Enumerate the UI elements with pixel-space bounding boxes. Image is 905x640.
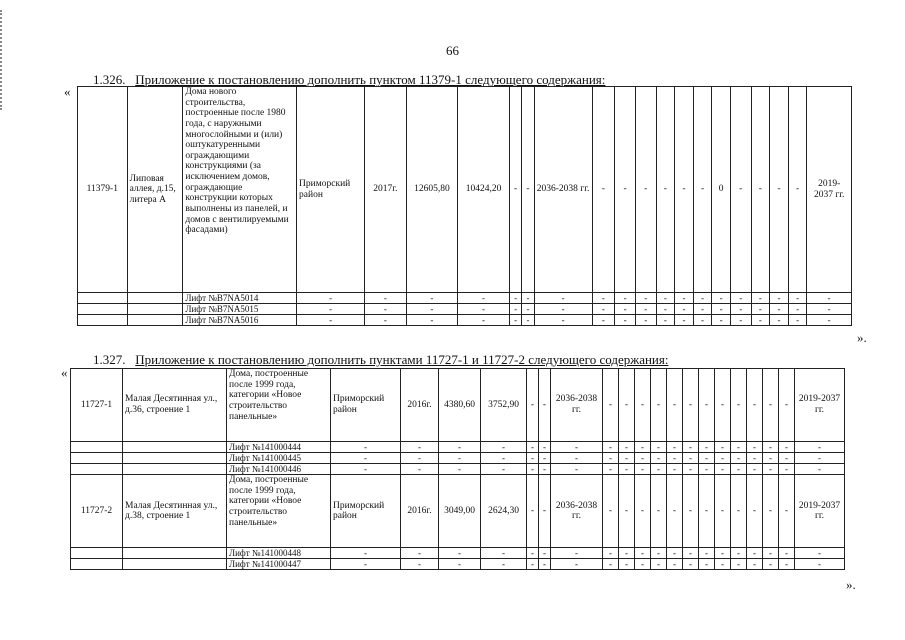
table-cell: -: [481, 442, 527, 453]
cell: -: [770, 87, 789, 293]
table-cell: -: [795, 442, 845, 453]
table-cell: -: [592, 315, 615, 326]
table-cell: -: [635, 453, 651, 464]
table-cell: -: [667, 442, 683, 453]
table-cell: -: [788, 304, 807, 315]
table-cell: -: [603, 548, 619, 559]
lift-name: Лифт №B7NA5016: [183, 315, 297, 326]
section-number: 1.327.: [93, 352, 126, 367]
table-cell: -: [763, 453, 779, 464]
table-cell: -: [712, 304, 731, 315]
building-address: Липовая аллея, д.15, литера А: [127, 87, 183, 293]
table-cell: -: [683, 548, 699, 559]
table-cell: -: [619, 369, 635, 442]
table-cell: -: [683, 475, 699, 548]
building-id: 11727-1: [71, 369, 123, 442]
period-b: 2019-2037 гг.: [807, 87, 852, 293]
table-cell: -: [603, 453, 619, 464]
table-cell: -: [331, 464, 401, 475]
table-cell: -: [331, 548, 401, 559]
cell: -: [693, 87, 712, 293]
lift-name: Лифт №141000444: [227, 442, 331, 453]
table-cell: -: [795, 453, 845, 464]
table-cell: -: [747, 475, 763, 548]
table-cell: -: [603, 442, 619, 453]
lift-name: Лифт №B7NA5014: [183, 293, 297, 304]
cell: -: [675, 87, 694, 293]
register-table-1327: [70, 368, 845, 570]
table-cell: -: [712, 315, 731, 326]
table-cell: -: [667, 369, 683, 442]
table-cell: -: [699, 369, 715, 442]
table-cell: -: [603, 559, 619, 570]
table-cell: -: [699, 464, 715, 475]
table-cell: -: [731, 369, 747, 442]
lift-row: [71, 453, 845, 464]
page-number: 66: [446, 43, 459, 58]
table-cell: -: [683, 559, 699, 570]
table-cell: -: [683, 464, 699, 475]
table-cell: -: [747, 442, 763, 453]
lift-row: [71, 548, 845, 559]
table-cell: -: [693, 293, 712, 304]
table-cell: -: [615, 315, 636, 326]
table-cell: [127, 293, 183, 304]
table-cell: -: [603, 369, 619, 442]
table-cell: -: [509, 315, 521, 326]
table-cell: -: [439, 548, 481, 559]
table-cell: -: [751, 304, 770, 315]
table-cell: -: [675, 315, 694, 326]
table-cell: -: [712, 293, 731, 304]
lift-row: [71, 442, 845, 453]
table-cell: -: [807, 315, 852, 326]
table-cell: [78, 293, 128, 304]
table-cell: -: [651, 369, 667, 442]
table-cell: -: [770, 293, 789, 304]
table-cell: -: [481, 464, 527, 475]
table-cell: -: [795, 559, 845, 570]
table-cell: -: [667, 548, 683, 559]
table-cell: -: [779, 442, 795, 453]
lift-name: Лифт №141000447: [227, 559, 331, 570]
table-cell: -: [635, 304, 656, 315]
cell: -: [656, 87, 675, 293]
section-text: Приложение к постановлению дополнить пунктом 11379-1 следующего содержания:: [135, 72, 606, 87]
table-cell: -: [539, 464, 551, 475]
building-row: [78, 87, 852, 293]
table-cell: -: [699, 559, 715, 570]
table-cell: -: [401, 464, 439, 475]
table-cell: -: [401, 453, 439, 464]
table-cell: -: [439, 442, 481, 453]
building-type: Дома, построенные после 1999 года, категории «Новое строительство панельные»: [227, 369, 331, 442]
table-cell: -: [651, 442, 667, 453]
table-cell: -: [715, 464, 731, 475]
table-cell: -: [527, 453, 539, 464]
table-cell: -: [635, 293, 656, 304]
table-cell: -: [365, 304, 406, 315]
table-cell: -: [619, 453, 635, 464]
period-b: 2019-2037 гг.: [795, 475, 845, 548]
table-cell: [71, 453, 123, 464]
cell: -: [730, 87, 751, 293]
table-cell: -: [551, 464, 603, 475]
building-area-total: 3049,00: [439, 475, 481, 548]
cell: -: [635, 87, 656, 293]
table-cell: [123, 559, 227, 570]
cell: -: [539, 369, 551, 442]
table-cell: -: [699, 442, 715, 453]
table-cell: -: [406, 293, 458, 304]
table-cell: -: [527, 559, 539, 570]
building-year: 2016г.: [401, 369, 439, 442]
table-cell: -: [715, 559, 731, 570]
period-a: 2036-2038 гг.: [551, 369, 603, 442]
table-cell: -: [619, 559, 635, 570]
table-cell: -: [331, 559, 401, 570]
table-cell: -: [656, 304, 675, 315]
table-cell: -: [779, 559, 795, 570]
table-cell: -: [509, 293, 521, 304]
table-cell: -: [635, 548, 651, 559]
table-cell: [127, 304, 183, 315]
table-cell: -: [683, 369, 699, 442]
table-cell: -: [731, 548, 747, 559]
cell: 0: [712, 87, 731, 293]
table-cell: -: [651, 548, 667, 559]
table-cell: -: [481, 559, 527, 570]
table-cell: -: [635, 369, 651, 442]
table-cell: -: [807, 304, 852, 315]
table-cell: -: [779, 464, 795, 475]
cell: -: [615, 87, 636, 293]
building-area-total: 4380,60: [439, 369, 481, 442]
table-cell: -: [592, 293, 615, 304]
table-cell: -: [807, 293, 852, 304]
register-table-1326: [77, 86, 852, 326]
period-a: 2036-2038 гг.: [534, 87, 592, 293]
table-cell: -: [747, 464, 763, 475]
table-cell: -: [731, 464, 747, 475]
table-cell: [123, 442, 227, 453]
table-cell: -: [699, 548, 715, 559]
building-district: Приморский район: [331, 475, 401, 548]
table-cell: -: [770, 315, 789, 326]
table-cell: -: [730, 293, 751, 304]
table-cell: -: [635, 464, 651, 475]
table-cell: -: [656, 315, 675, 326]
building-row: [71, 475, 845, 548]
table-cell: -: [615, 304, 636, 315]
table-cell: -: [751, 315, 770, 326]
table-cell: -: [297, 293, 365, 304]
section-number: 1.326.: [93, 72, 126, 87]
table-cell: -: [615, 293, 636, 304]
lift-row: [71, 464, 845, 475]
table-cell: -: [730, 304, 751, 315]
table-cell: -: [779, 369, 795, 442]
table-cell: -: [331, 442, 401, 453]
table-cell: -: [439, 464, 481, 475]
table-cell: -: [788, 293, 807, 304]
table-cell: -: [365, 315, 406, 326]
table-cell: [123, 464, 227, 475]
table-cell: -: [539, 442, 551, 453]
table-cell: -: [406, 315, 458, 326]
building-address: Малая Десятинная ул., д.36, строение 1: [123, 369, 227, 442]
table-cell: -: [481, 453, 527, 464]
table-cell: [71, 442, 123, 453]
table-cell: -: [458, 293, 510, 304]
table-cell: -: [551, 548, 603, 559]
table-cell: -: [539, 559, 551, 570]
table-cell: -: [527, 464, 539, 475]
table-cell: -: [522, 293, 534, 304]
table-cell: -: [509, 304, 521, 315]
open-quote: «: [61, 365, 68, 380]
table-cell: -: [297, 315, 365, 326]
cell: -: [751, 87, 770, 293]
table-cell: -: [458, 315, 510, 326]
table-cell: -: [534, 293, 592, 304]
table-cell: -: [619, 442, 635, 453]
table-cell: -: [747, 369, 763, 442]
table-cell: -: [527, 442, 539, 453]
building-area-living: 10424,20: [458, 87, 510, 293]
cell: -: [522, 87, 534, 293]
table-cell: [78, 315, 128, 326]
cell: -: [592, 87, 615, 293]
lift-name: Лифт №141000448: [227, 548, 331, 559]
cell: -: [527, 369, 539, 442]
table-cell: -: [619, 548, 635, 559]
table-cell: -: [635, 475, 651, 548]
table-cell: -: [539, 548, 551, 559]
building-type: Дома нового строительства, построенные после 1980 года, с наружными многослойными и (или) оштукатуренными ограждающими конструкциями (за исключением домов, ограждающие конструкции которых выполнены из панелей, и домов с вентилируемыми фасадами): [183, 87, 297, 293]
table-cell: -: [667, 559, 683, 570]
table-cell: -: [651, 475, 667, 548]
building-id: 11379-1: [78, 87, 128, 293]
table-cell: -: [683, 442, 699, 453]
table-cell: -: [522, 304, 534, 315]
table-cell: -: [635, 559, 651, 570]
building-area-living: 2624,30: [481, 475, 527, 548]
table-cell: -: [297, 304, 365, 315]
table-cell: -: [731, 453, 747, 464]
table-cell: -: [715, 548, 731, 559]
table-cell: [127, 315, 183, 326]
table-cell: -: [401, 442, 439, 453]
table-cell: -: [401, 548, 439, 559]
table-cell: -: [731, 559, 747, 570]
section-1327-title: [93, 352, 668, 368]
building-area-living: 3752,90: [481, 369, 527, 442]
table-cell: -: [693, 304, 712, 315]
table-cell: -: [699, 475, 715, 548]
lift-name: Лифт №B7NA5015: [183, 304, 297, 315]
table-cell: -: [715, 475, 731, 548]
table-cell: -: [551, 442, 603, 453]
building-district: Приморский район: [331, 369, 401, 442]
lift-row: [78, 315, 852, 326]
table-cell: -: [763, 475, 779, 548]
table-cell: -: [788, 315, 807, 326]
close-quote: ».: [857, 330, 867, 345]
close-quote: ».: [846, 577, 856, 592]
table-cell: -: [779, 548, 795, 559]
table-cell: -: [619, 464, 635, 475]
table-cell: -: [699, 453, 715, 464]
cell: -: [788, 87, 807, 293]
table-cell: -: [731, 475, 747, 548]
table-cell: [71, 548, 123, 559]
table-cell: -: [667, 453, 683, 464]
cell: -: [509, 87, 521, 293]
table-cell: -: [635, 442, 651, 453]
section-text: Приложение к постановлению дополнить пунктами 11727-1 и 11727-2 следующего содержания:: [135, 352, 669, 367]
table-cell: -: [527, 548, 539, 559]
table-cell: -: [770, 304, 789, 315]
table-cell: -: [619, 475, 635, 548]
table-cell: -: [551, 559, 603, 570]
table-cell: -: [539, 453, 551, 464]
table-cell: -: [715, 442, 731, 453]
table-cell: -: [331, 453, 401, 464]
lift-name: Лифт №141000445: [227, 453, 331, 464]
table-cell: -: [715, 453, 731, 464]
table-cell: -: [730, 315, 751, 326]
table-cell: -: [731, 442, 747, 453]
table-cell: [71, 464, 123, 475]
table-cell: -: [693, 315, 712, 326]
table-cell: -: [763, 442, 779, 453]
period-a: 2036-2038 гг.: [551, 475, 603, 548]
table-cell: [123, 548, 227, 559]
cell: -: [527, 475, 539, 548]
cell: -: [539, 475, 551, 548]
table-cell: -: [439, 559, 481, 570]
building-type: Дома, построенные после 1999 года, категории «Новое строительство панельные»: [227, 475, 331, 548]
table-cell: -: [667, 464, 683, 475]
open-quote: «: [64, 84, 71, 99]
table-cell: -: [522, 315, 534, 326]
table-cell: -: [763, 464, 779, 475]
table-cell: -: [795, 464, 845, 475]
table-cell: -: [747, 548, 763, 559]
table-cell: -: [401, 559, 439, 570]
table-cell: -: [651, 453, 667, 464]
table-cell: [123, 453, 227, 464]
table-cell: -: [365, 293, 406, 304]
table-cell: -: [667, 475, 683, 548]
building-address: Малая Десятинная ул., д.38, строение 1: [123, 475, 227, 548]
table-cell: -: [675, 293, 694, 304]
table-cell: -: [683, 453, 699, 464]
table-cell: [78, 304, 128, 315]
table-cell: -: [751, 293, 770, 304]
table-cell: -: [763, 559, 779, 570]
table-cell: -: [406, 304, 458, 315]
building-district: Приморский район: [297, 87, 365, 293]
table-cell: -: [763, 548, 779, 559]
lift-row: [78, 304, 852, 315]
building-area-total: 12605,80: [406, 87, 458, 293]
lift-row: [71, 559, 845, 570]
table-cell: -: [592, 304, 615, 315]
period-b: 2019-2037 гг.: [795, 369, 845, 442]
building-row: [71, 369, 845, 442]
table-cell: [71, 559, 123, 570]
table-cell: -: [603, 475, 619, 548]
table-cell: -: [675, 304, 694, 315]
table-cell: -: [551, 453, 603, 464]
table-cell: -: [795, 548, 845, 559]
table-cell: -: [779, 475, 795, 548]
table-cell: -: [656, 293, 675, 304]
table-cell: -: [651, 559, 667, 570]
table-cell: -: [481, 548, 527, 559]
table-cell: -: [603, 464, 619, 475]
lift-name: Лифт №141000446: [227, 464, 331, 475]
table-cell: -: [534, 315, 592, 326]
table-cell: -: [763, 369, 779, 442]
table-cell: -: [635, 315, 656, 326]
table-cell: -: [458, 304, 510, 315]
table-cell: -: [534, 304, 592, 315]
lift-row: [78, 293, 852, 304]
scan-edge-mark: [0, 10, 5, 110]
table-cell: -: [651, 464, 667, 475]
table-cell: -: [779, 453, 795, 464]
table-cell: -: [439, 453, 481, 464]
building-year: 2017г.: [365, 87, 406, 293]
building-id: 11727-2: [71, 475, 123, 548]
building-year: 2016г.: [401, 475, 439, 548]
table-cell: -: [747, 453, 763, 464]
table-cell: -: [715, 369, 731, 442]
table-cell: -: [747, 559, 763, 570]
